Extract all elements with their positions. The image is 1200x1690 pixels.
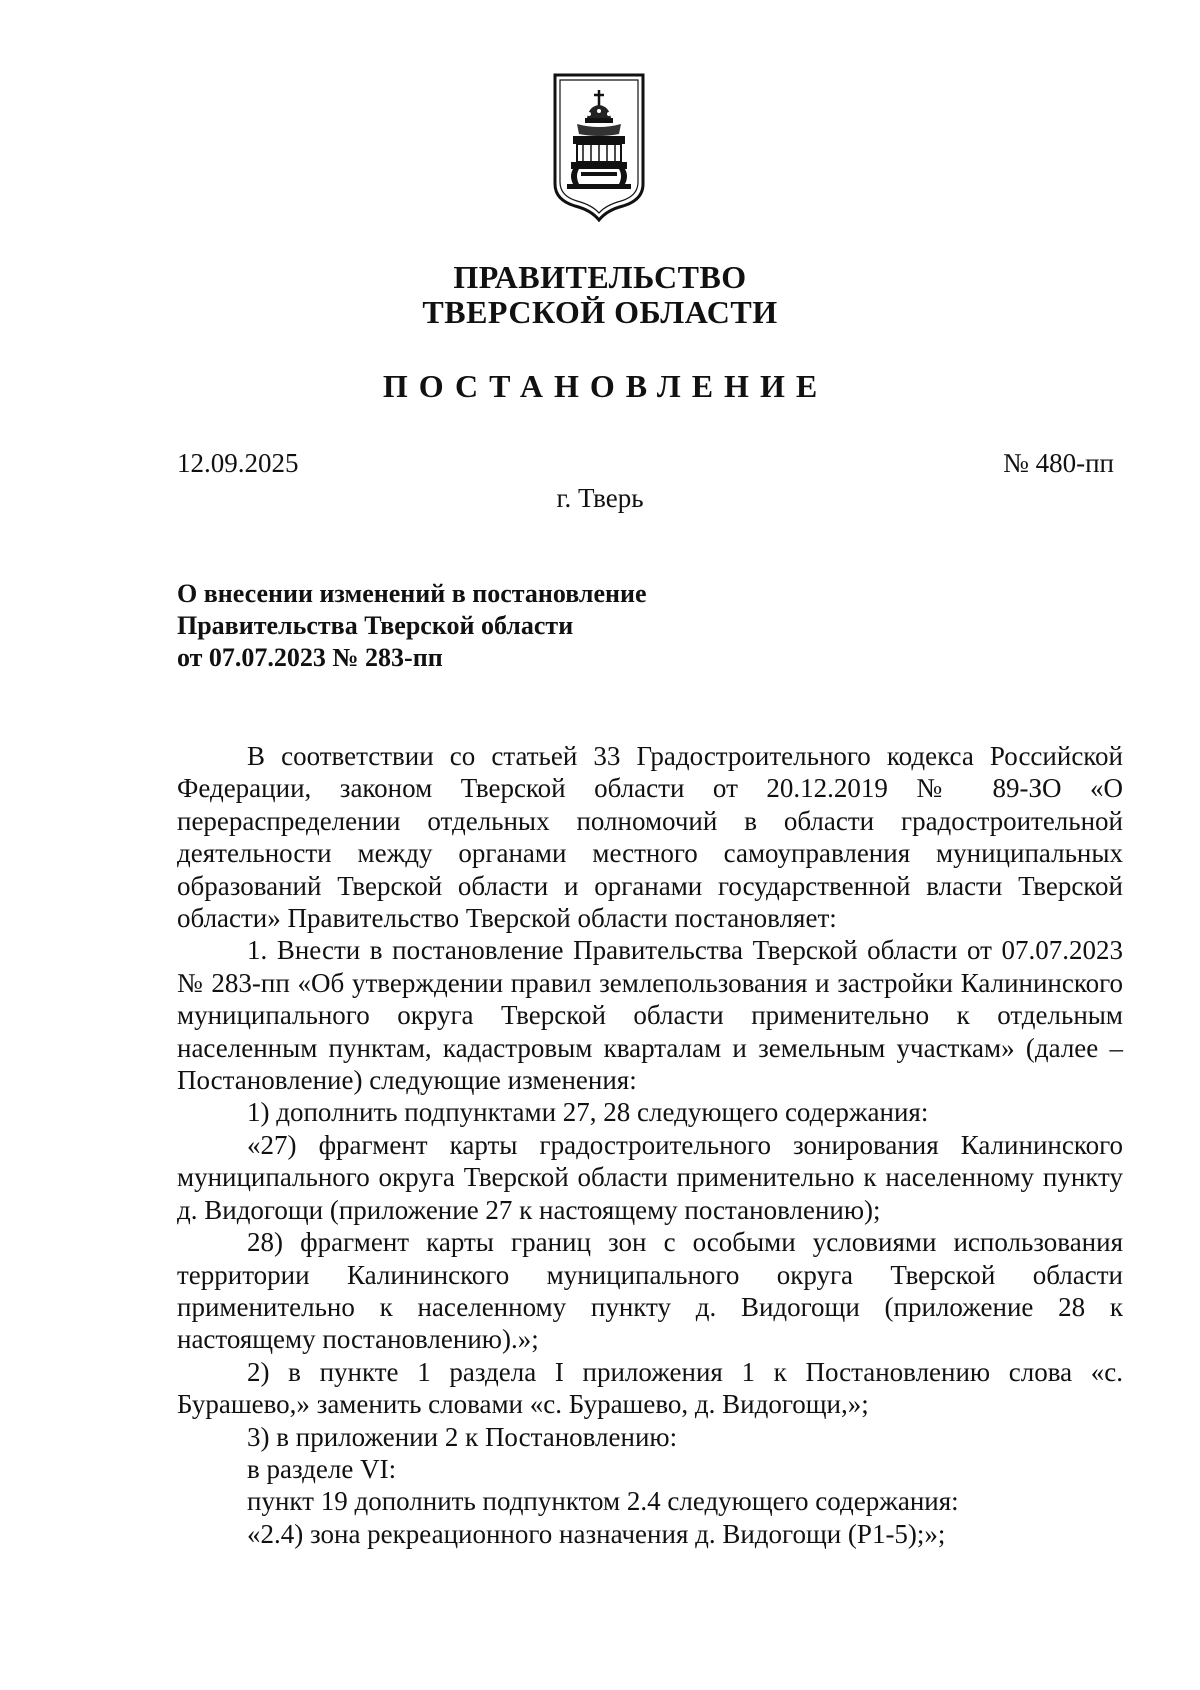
subject-line2: Правительства Тверской области (177, 611, 574, 640)
government-title-line2: ТВЕРСКОЙ ОБЛАСТИ (422, 294, 778, 330)
document-body (177, 740, 1123, 1550)
body-paragraph-subitem27: «27) фрагмент карты градостроительного зонирования Калининского муниципального округа Тверской области применительно к населенному пункту д. Видогощи (приложение 27 к настоящему постановлению); (177, 1129, 1123, 1225)
body-paragraph-section6: в разделе VI: (247, 1453, 397, 1484)
subject-line3: от 07.07.2023 № 283-пп (177, 643, 443, 672)
document-type-title: ПОСТАНОВЛЕНИЕ (382, 368, 829, 404)
subject-line1: О внесении изменений в постановление (177, 579, 647, 608)
body-paragraph-point19: пункт 19 дополнить подпунктом 2.4 следующего содержания: (247, 1486, 959, 1517)
body-paragraph-preamble: В соответствии со статьей 33 Градостроительного кодекса Российской Федерации, законом Тверской области от 20.12.2019 № 89-ЗО «О перераспределении отдельных полномочий в области градостроительной деятельности между органами местного самоуправления муниципальных образований Тверской области и органами государственной власти Тверской области» Правительство Тверской области постановляет: (177, 741, 1123, 934)
body-paragraph-subitem28: 28) фрагмент карты границ зон с особыми условиями использования территории Калининского муниципального округа Тверской области применительно к населенному пункту д. Видогощи (приложение 28 к настоящему постановлению).»; (177, 1227, 1123, 1355)
government-title-line1: ПРАВИТЕЛЬСТВО (453, 259, 747, 295)
document-city: г. Тверь (556, 483, 644, 513)
tver-coat-of-arms-emblem (551, 72, 647, 222)
body-paragraph-subitem1: 1) дополнить подпунктами 27, 28 следующего содержания: (247, 1097, 929, 1128)
body-paragraph-item1: 1. Внести в постановление Правительства Тверской области от 07.07.2023 № 283-пп «Об утверждении правил землепользования и застройки Калининского муниципального округа Тверской области применительно к отдельным населенным пунктам, кадастровым кварталам и земельным участкам» (далее – Постановление) следующие изменения: (177, 935, 1123, 1096)
body-paragraph-subitem2: 2) в пункте 1 раздела I приложения 1 к Постановлению слова «с. Бурашево,» заменить словами «с. Бурашево, д. Видогощи,»; (177, 1356, 1123, 1420)
document-subject (177, 578, 647, 674)
document-number: № 480-пп (1003, 448, 1114, 478)
body-paragraph-subitem3: 3) в приложении 2 к Постановлению: (247, 1421, 678, 1452)
document-date: 12.09.2025 (177, 448, 299, 478)
body-paragraph-subpoint24: «2.4) зона рекреационного назначения д. Видогощи (Р1-5);»; (247, 1518, 946, 1549)
